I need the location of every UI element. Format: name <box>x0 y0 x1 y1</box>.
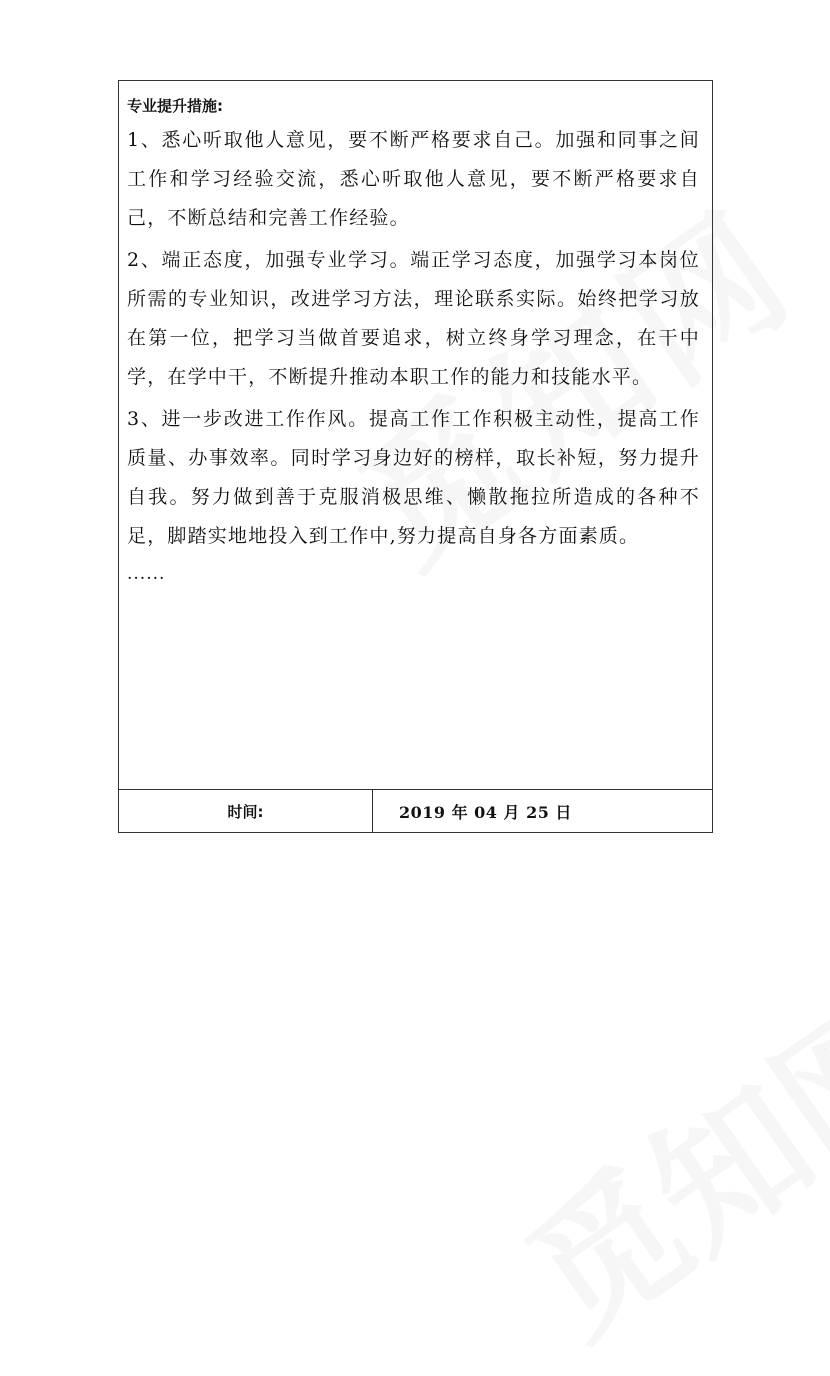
measure-paragraph-2: 2、端正态度，加强专业学习。端正学习态度，加强学习本岗位所需的专业知识，改进学习方法，理论联系实际。始终把学习放在第一位，把学习当做首要追求，树立终身学习理念，在干中学，在学中干，不断提升推动本职工作的能力和技能水平。 <box>127 249 700 388</box>
measure-paragraph-1: 1、悉心听取他人意见，要不断严格要求自己。加强和同事之间工作和学习经验交流，悉心听取他人意见，要不断严格要求自己，不断总结和完善工作经验。 <box>127 129 700 229</box>
date-value: 2019 年 04 月 25 日 <box>373 790 713 833</box>
ellipsis-text: ...... <box>127 564 166 584</box>
watermark-bottom <box>479 940 830 1375</box>
section-heading: 专业提升措施: <box>127 97 223 115</box>
measure-paragraph-3: 3、进一步改进工作作风。提高工作工作积极主动性，提高工作质量、办事效率。同时学习身边好的榜样，取长补短，努力提升自我。努力做到善于克服消极思维、懒散拖拉所造成的各种不足，脚踏实地地投入到工作中,努力提高自身各方面素质。 <box>127 408 700 547</box>
measures-cell <box>119 81 713 790</box>
measures-content <box>127 121 700 589</box>
time-label: 时间: <box>119 790 373 833</box>
improvement-form-table <box>118 80 713 833</box>
